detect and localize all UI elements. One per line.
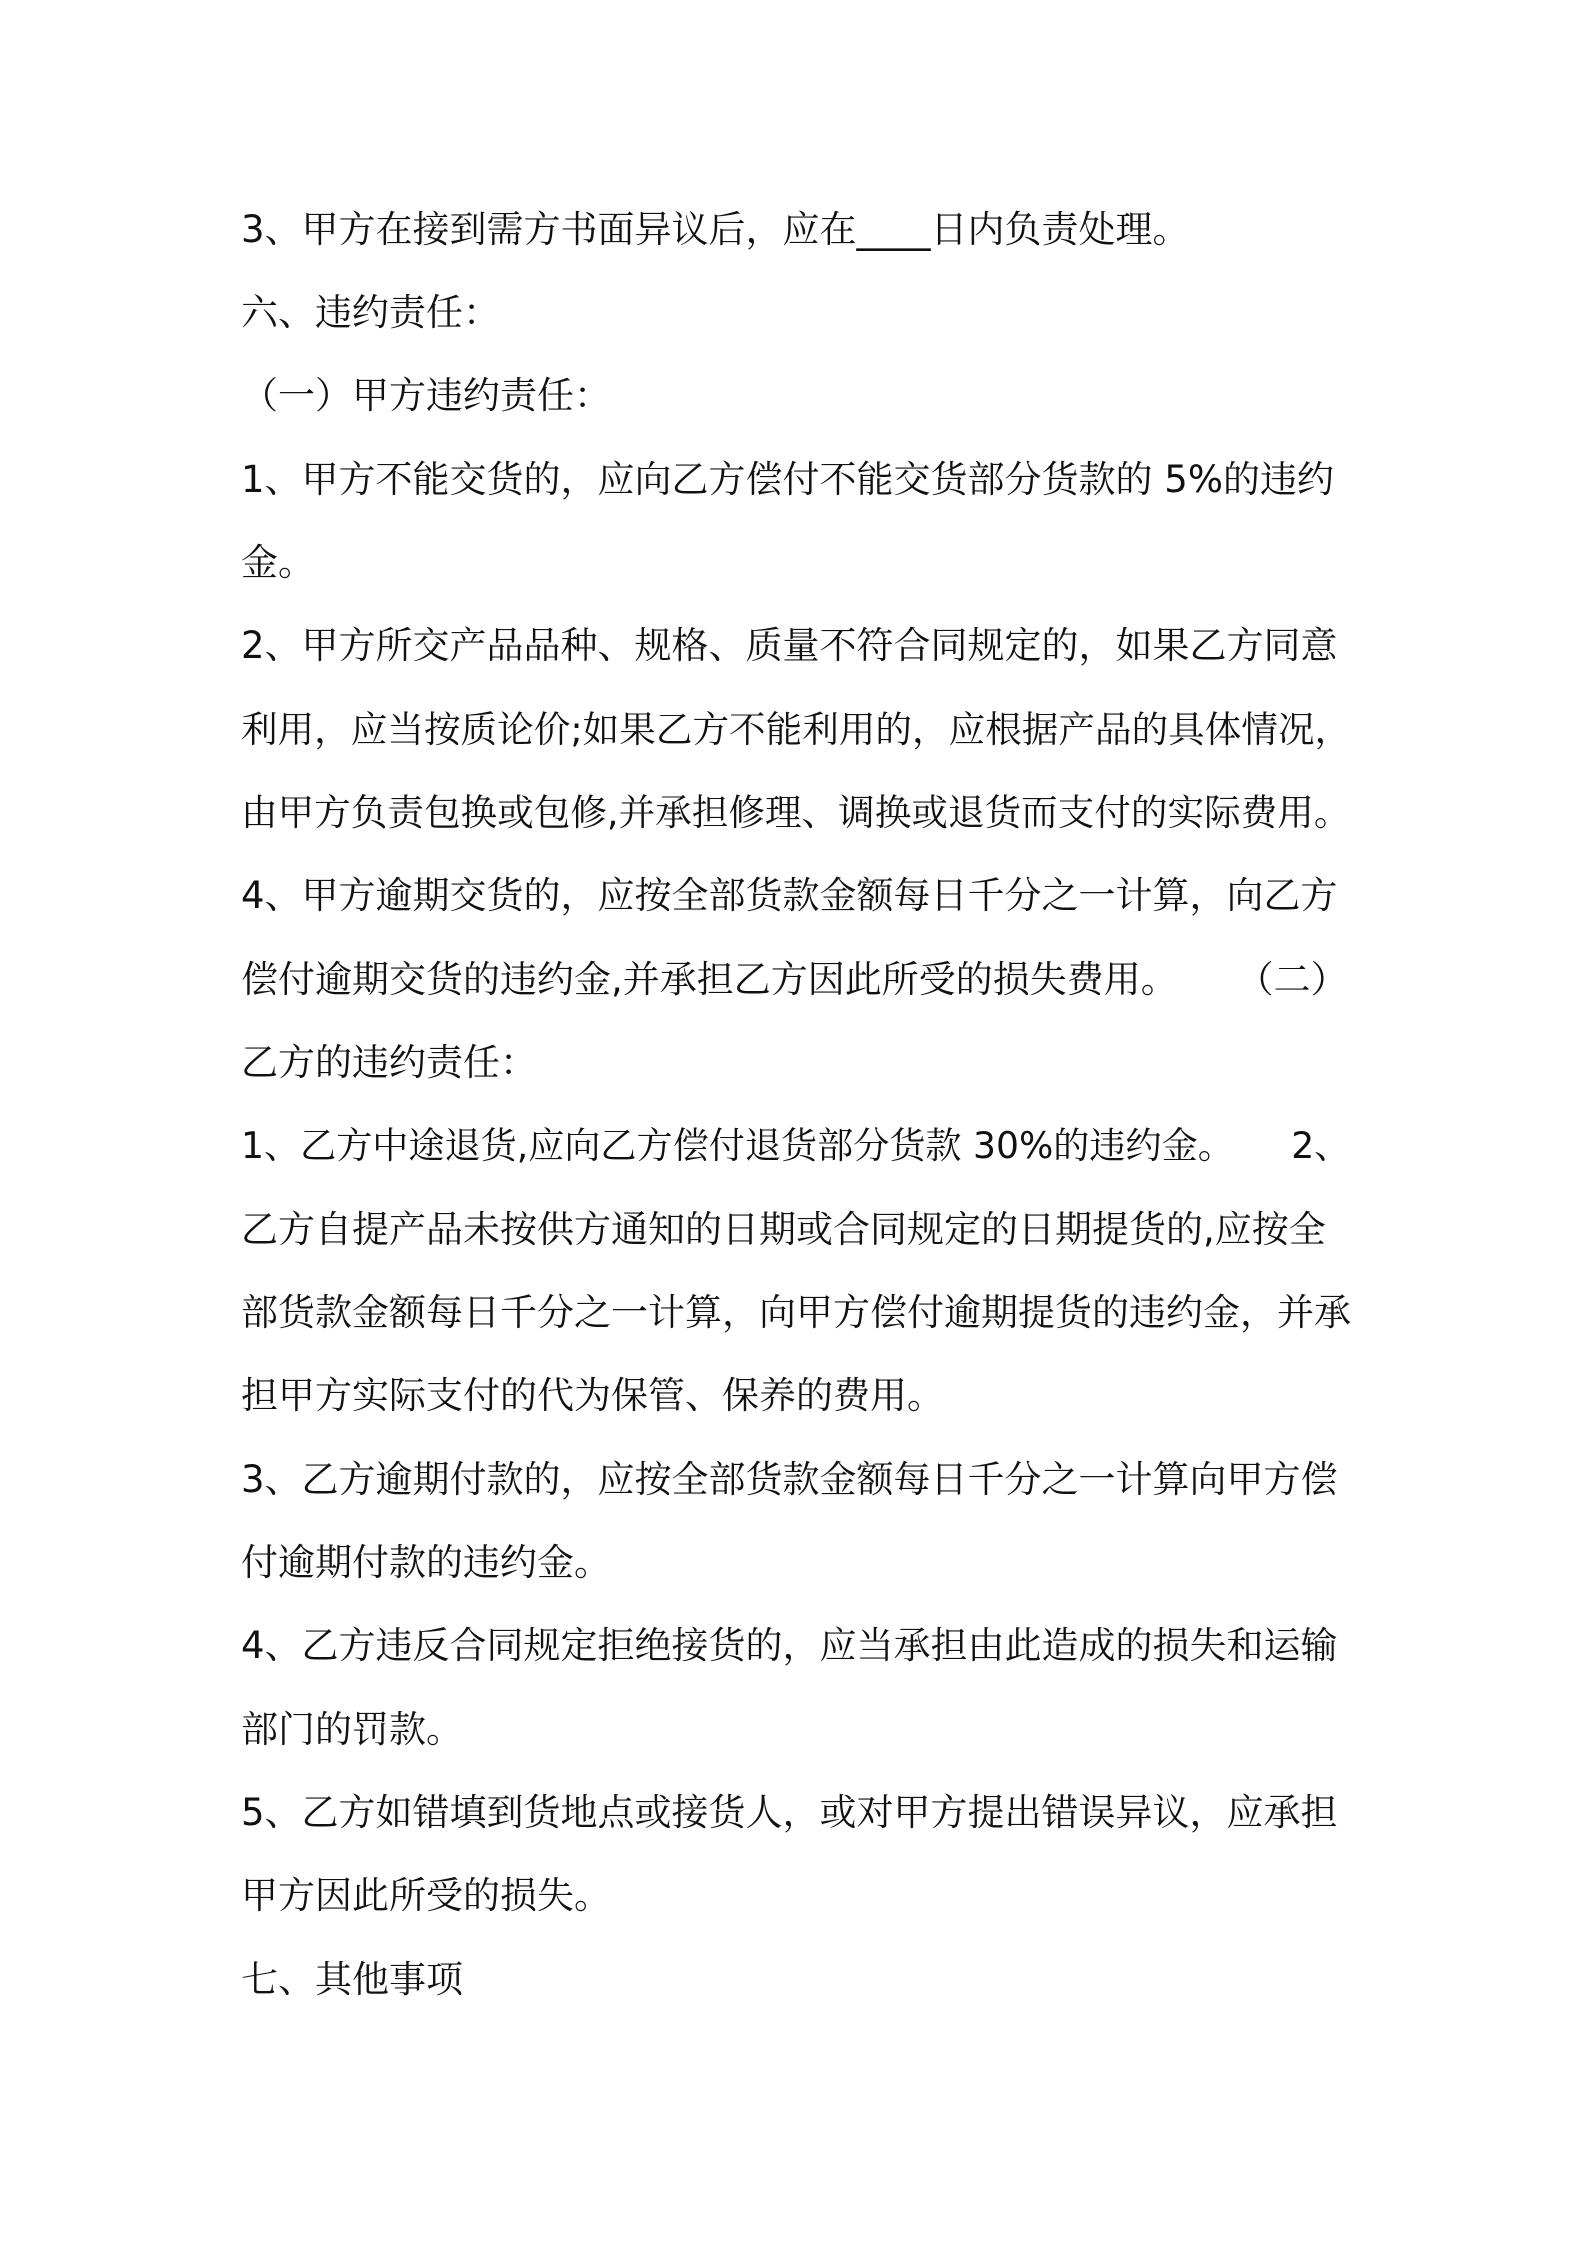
subsection-heading-party-b: 乙方的违约责任： bbox=[241, 1041, 537, 1084]
clause-line: 2、甲方所交产品品种、规格、质量不符合同规定的，如果乙方同意 bbox=[241, 624, 1338, 667]
clause-line: 3、乙方逾期付款的，应按全部货款金额每日千分之一计算向甲方偿 bbox=[241, 1458, 1338, 1501]
clause-line: 部货款金额每日千分之一计算，向甲方偿付逾期提货的违约金，并承 bbox=[241, 1291, 1351, 1334]
clause-line: 3、甲方在接到需方书面异议后，应在____日内负责处理。 bbox=[241, 208, 1190, 251]
clause-line: 1、甲方不能交货的，应向乙方偿付不能交货部分货款的 5%的违约 bbox=[241, 458, 1334, 501]
clause-line: 甲方因此所受的损失。 bbox=[241, 1874, 611, 1917]
clause-line: 4、甲方逾期交货的，应按全部货款金额每日千分之一计算，向乙方 bbox=[241, 874, 1338, 917]
subsection-heading-party-a: （一）甲方违约责任： bbox=[241, 374, 611, 417]
clause-line: 担甲方实际支付的代为保管、保养的费用。 bbox=[241, 1374, 944, 1417]
clause-line: 偿付逾期交货的违约金,并承担乙方因此所受的损失费用。 （二） bbox=[241, 958, 1348, 1001]
clause-line: 付逾期付款的违约金。 bbox=[241, 1541, 611, 1584]
clause-line: 部门的罚款。 bbox=[241, 1708, 463, 1751]
clause-line: 5、乙方如错填到货地点或接货人，或对甲方提出错误异议，应承担 bbox=[241, 1791, 1338, 1834]
clause-line: 由甲方负责包换或包修,并承担修理、调换或退货而支付的实际费用。 bbox=[241, 791, 1351, 834]
clause-line: 利用，应当按质论价;如果乙方不能利用的，应根据产品的具体情况， bbox=[241, 708, 1352, 751]
section-heading-other-matters: 七、其他事项 bbox=[241, 1958, 463, 2001]
clause-line: 4、乙方违反合同规定拒绝接货的，应当承担由此造成的损失和运输 bbox=[241, 1624, 1338, 1667]
clause-line: 乙方自提产品未按供方通知的日期或合同规定的日期提货的,应按全 bbox=[241, 1208, 1326, 1251]
clause-line: 金。 bbox=[241, 541, 315, 584]
section-heading-liability: 六、违约责任： bbox=[241, 291, 500, 334]
clause-line: 1、乙方中途退货,应向乙方偿付退货部分货款 30%的违约金。 2、 bbox=[241, 1124, 1351, 1167]
